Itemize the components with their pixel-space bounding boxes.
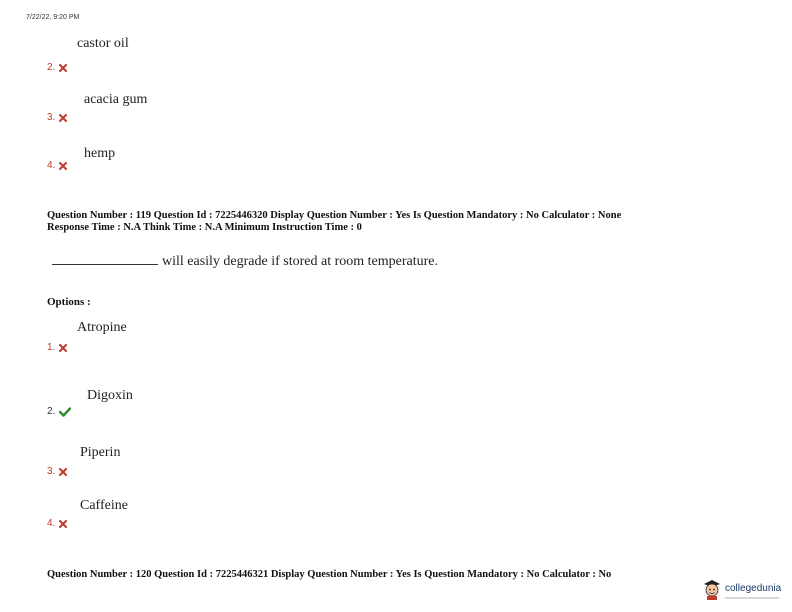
wrong-mark-icon bbox=[59, 344, 67, 352]
fill-in-blank bbox=[52, 252, 158, 265]
collegedunia-logo bbox=[702, 578, 781, 605]
mascot-icon bbox=[702, 578, 722, 605]
wrong-mark-icon bbox=[59, 468, 67, 476]
option-number: 4. bbox=[47, 160, 56, 171]
prev-option-number-3 bbox=[47, 112, 67, 123]
option-number: 3. bbox=[47, 466, 56, 477]
question-meta-line-1: Question Number : 119 Question Id : 7225446320 Display Question Number : Yes Is Question Mandatory : No Calculator : None bbox=[47, 210, 622, 221]
option-text-2: Digoxin bbox=[87, 388, 133, 403]
question-meta-line-1: Question Number : 120 Question Id : 7225446321 Display Question Number : Yes Is Question Mandatory : No Calculator : No bbox=[47, 569, 612, 580]
question-meta-line-2: Response Time : N.A Think Time : N.A Minimum Instruction Time : 0 bbox=[47, 222, 362, 233]
prev-option-text-1: castor oil bbox=[77, 36, 129, 51]
wrong-mark-icon bbox=[59, 520, 67, 528]
prev-option-number-4 bbox=[47, 160, 67, 171]
option-number-4 bbox=[47, 518, 67, 529]
prev-option-text-2: acacia gum bbox=[84, 92, 148, 107]
prev-option-text-3: hemp bbox=[84, 146, 116, 161]
option-text-1: Atropine bbox=[77, 320, 127, 335]
option-text-3: Piperin bbox=[80, 445, 121, 460]
brand-tagline-bar bbox=[725, 597, 779, 599]
question-119-text bbox=[52, 252, 438, 270]
option-number-1 bbox=[47, 342, 67, 353]
question-119-meta bbox=[47, 210, 621, 234]
question-text: will easily degrade if stored at room temperature. bbox=[162, 254, 439, 269]
option-text-4: Caffeine bbox=[80, 498, 128, 513]
wrong-mark-icon bbox=[59, 162, 67, 170]
question-120-meta bbox=[47, 569, 611, 581]
option-number-2 bbox=[47, 406, 71, 417]
option-number: 1. bbox=[47, 342, 56, 353]
correct-check-icon bbox=[59, 407, 71, 417]
option-number: 3. bbox=[47, 112, 56, 123]
option-number: 2. bbox=[47, 406, 56, 417]
options-label: Options : bbox=[47, 296, 91, 308]
wrong-mark-icon bbox=[59, 64, 67, 72]
wrong-mark-icon bbox=[59, 114, 67, 122]
brand-name: collegedunia bbox=[725, 583, 782, 594]
logo-text-block bbox=[725, 584, 781, 599]
option-number-3 bbox=[47, 466, 67, 477]
print-timestamp: 7/22/22, 9:20 PM bbox=[26, 14, 80, 21]
prev-option-number-2 bbox=[47, 62, 67, 73]
option-number: 2. bbox=[47, 62, 56, 73]
option-number: 4. bbox=[47, 518, 56, 529]
